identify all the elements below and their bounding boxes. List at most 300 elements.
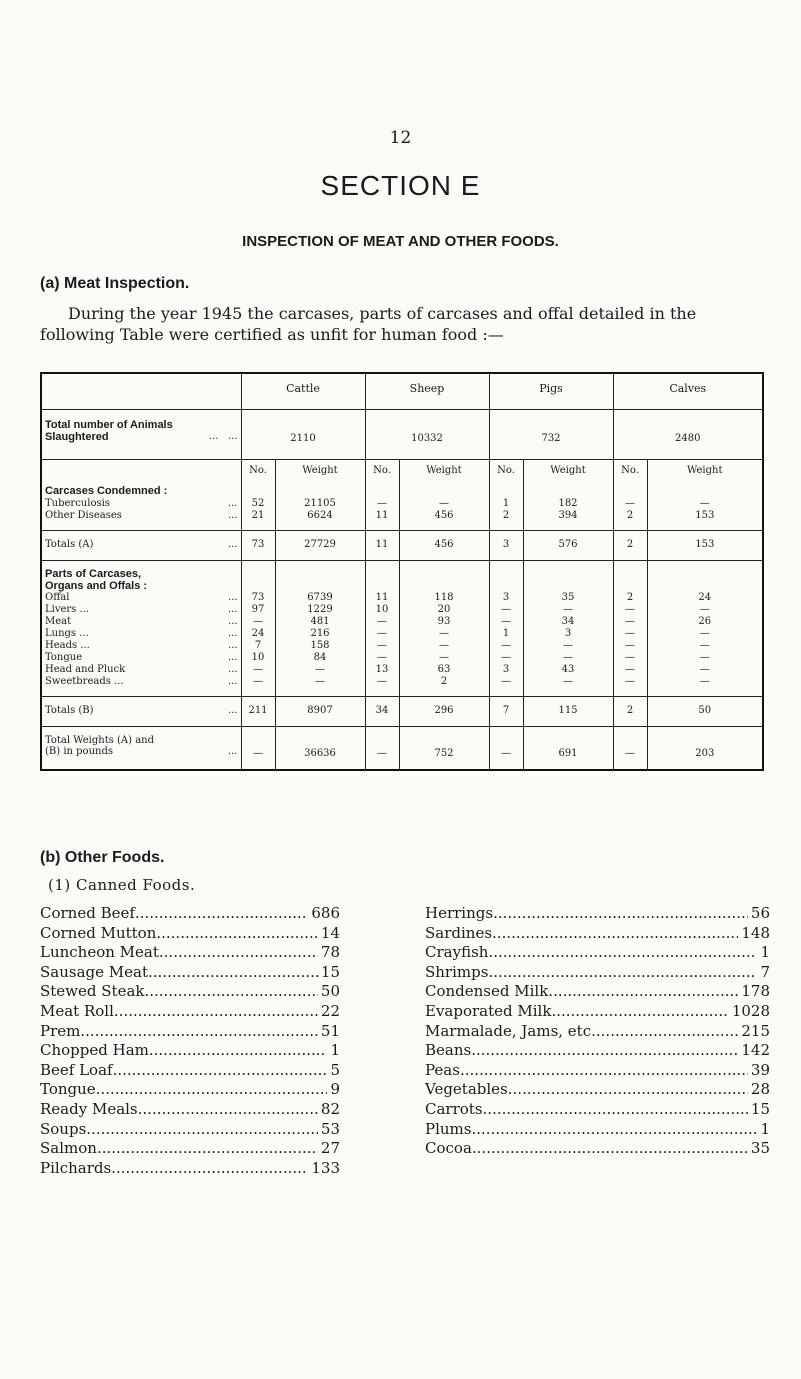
carcases-heading-row (41, 481, 763, 498)
table-cell: — (523, 604, 613, 616)
table-cell: 11 (365, 592, 399, 604)
leader-dots: ... (227, 652, 238, 663)
canned-food-item (40, 1120, 340, 1140)
canned-food-item (425, 1022, 770, 1042)
canned-food-item (425, 982, 770, 1002)
food-quantity: 1 (760, 943, 770, 962)
calves-weight-label: Weight (647, 459, 763, 481)
row-label (41, 628, 241, 640)
table-cell: — (613, 604, 647, 616)
table-cell: — (365, 640, 399, 652)
slaughtered-row (41, 409, 763, 459)
table-cell: — (489, 652, 523, 664)
table-cell: 1229 (275, 604, 365, 616)
food-quantity: 82 (320, 1099, 340, 1118)
food-quantity: 51 (320, 1021, 340, 1040)
table-cell: — (613, 676, 647, 688)
table-cell: 10 (365, 604, 399, 616)
tw-pigs-no: — (489, 726, 523, 770)
food-name: Evaporated Milk (425, 1001, 552, 1020)
row-label-wrap (45, 604, 238, 615)
parts-rows (41, 592, 763, 688)
leader-dots (551, 1002, 728, 1022)
row-label-wrap (45, 539, 238, 550)
parts-row (41, 616, 763, 628)
table-cell: 43 (523, 664, 613, 676)
row-label-wrap (45, 498, 238, 509)
tw-calves-no: — (613, 726, 647, 770)
canned-food-item (40, 982, 340, 1002)
food-quantity: 56 (750, 904, 770, 922)
totals-b-spacer (41, 688, 763, 696)
food-name: Crayfish (425, 943, 489, 962)
slaughtered-label (41, 409, 241, 459)
row-label-text: Heads ... (45, 640, 90, 651)
total-weights-label (41, 726, 241, 770)
canned-food-item (40, 1139, 340, 1159)
row-label-text: Meat (45, 616, 72, 627)
table-cell: 27729 (275, 530, 365, 560)
canned-food-item (40, 924, 340, 944)
table-cell: 52 (241, 498, 275, 510)
parts-heading-row (41, 560, 763, 592)
tw-pigs-weight: 691 (523, 726, 613, 770)
spacer-row (41, 522, 763, 530)
table-cell: 115 (523, 696, 613, 726)
leader-dots (114, 1002, 318, 1022)
food-name: Condensed Milk (425, 982, 549, 1001)
meat-inspection-table (40, 372, 764, 771)
total-weights-label-line-1: Total Weights (A) and (45, 734, 155, 746)
carcases-rows (41, 498, 763, 522)
table-cell: 6624 (275, 510, 365, 522)
table-cell: 456 (399, 530, 489, 560)
row-label (41, 696, 241, 726)
sheep-no-label: No. (365, 459, 399, 481)
table-cell: — (365, 498, 399, 510)
other-foods-heading: (b) Other Foods. (40, 849, 165, 866)
leader-dots: ... (227, 498, 238, 509)
canned-food-item (40, 904, 340, 924)
section-title: SECTION E (320, 170, 481, 201)
slaughtered-label-line-2 (45, 431, 238, 443)
table-cell: — (647, 640, 763, 652)
row-label (41, 676, 241, 688)
table-cell: — (399, 652, 489, 664)
pigs-slaughtered: 732 (489, 409, 613, 459)
table-cell: 13 (365, 664, 399, 676)
canned-food-item (425, 1061, 770, 1081)
parts-row (41, 664, 763, 676)
table-cell: 21105 (275, 498, 365, 510)
table-cell: 394 (523, 510, 613, 522)
table-cell: 21 (241, 510, 275, 522)
food-quantity: 7 (760, 962, 770, 981)
leader-dots: ... (227, 628, 238, 639)
row-label-text: Head and Pluck (45, 664, 126, 675)
table-cell: 153 (647, 510, 763, 522)
food-quantity: 78 (320, 943, 340, 962)
canned-food-item (425, 1120, 770, 1140)
leader-dots: ... (227, 592, 238, 603)
total-weights-row (41, 726, 763, 770)
food-quantity: 39 (750, 1060, 770, 1079)
leader-dots: ... (227, 538, 238, 550)
table-cell: 3 (523, 628, 613, 640)
row-label-text: Other Diseases (45, 510, 122, 521)
food-name: Vegetables (425, 1080, 508, 1099)
table-cell: — (399, 640, 489, 652)
table-cell: — (613, 652, 647, 664)
leader-dots: ... (227, 616, 238, 627)
table-cell: 2 (613, 592, 647, 604)
food-quantity: 9 (330, 1080, 340, 1099)
food-name: Ready Meals (40, 1099, 138, 1118)
table-cell: 8907 (275, 696, 365, 726)
spacer-row (41, 688, 763, 696)
leader-dots: ... (227, 604, 238, 615)
table-cell: 11 (365, 530, 399, 560)
food-name: Herrings (425, 904, 494, 922)
table-cell: 10 (241, 652, 275, 664)
total-weights-label-text: (B) in pounds (45, 745, 113, 757)
sheep-weight-label: Weight (399, 459, 489, 481)
leader-dots: ... (227, 676, 238, 687)
parts-row (41, 652, 763, 664)
tw-cattle-no: — (241, 726, 275, 770)
table-cell: 24 (241, 628, 275, 640)
table-cell: — (241, 664, 275, 676)
row-label (41, 604, 241, 616)
row-label-text: Totals (A) (45, 538, 94, 550)
leader-dots (460, 1061, 748, 1081)
canned-food-item (40, 1002, 340, 1022)
leader-dots (85, 1022, 318, 1042)
table-cell: 216 (275, 628, 365, 640)
tw-sheep-weight: 752 (399, 726, 489, 770)
table-cell: 1 (489, 498, 523, 510)
table-cell: — (399, 498, 489, 510)
canned-food-item (425, 1002, 770, 1022)
row-label-wrap (45, 705, 238, 716)
leader-dots: ... (227, 704, 238, 716)
food-quantity: 686 (311, 904, 340, 922)
table-cell: — (613, 616, 647, 628)
parts-row (41, 676, 763, 688)
canned-food-item (40, 1061, 340, 1081)
table-cell: — (523, 652, 613, 664)
totals-a-section (41, 522, 763, 530)
table-cell: 7 (489, 696, 523, 726)
carcases-section (41, 459, 763, 498)
food-quantity: 14 (320, 923, 340, 942)
canned-food-item (40, 1100, 340, 1120)
pigs-header: Pigs (489, 373, 613, 409)
parts-heading-section (41, 560, 763, 592)
row-label (41, 640, 241, 652)
totals-a-rows (41, 530, 763, 560)
row-label-text: Livers ... (45, 604, 90, 615)
table-cell: — (275, 664, 365, 676)
pigs-weight-label: Weight (523, 459, 613, 481)
leader-dots (111, 1159, 308, 1179)
table-cell: 84 (275, 652, 365, 664)
calves-header: Calves (613, 373, 763, 409)
leader-dots (471, 1120, 757, 1140)
table-cell: 3 (489, 664, 523, 676)
canned-food-item (425, 963, 770, 983)
table-cell: 481 (275, 616, 365, 628)
table-cell: — (647, 664, 763, 676)
food-quantity: 28 (750, 1080, 770, 1099)
parts-heading-line-2: Organs and Offals : (45, 579, 148, 592)
row-label-text: Totals (B) (45, 704, 94, 716)
row-label-wrap (45, 676, 238, 687)
food-quantity: 133 (311, 1158, 340, 1177)
food-quantity: 215 (741, 1021, 770, 1040)
row-label-wrap (45, 628, 238, 639)
table-cell: 34 (365, 696, 399, 726)
row-label-wrap (45, 664, 238, 675)
table-cell: — (523, 640, 613, 652)
leader-dots (96, 1080, 328, 1100)
leader-dots (159, 943, 318, 963)
table-cell: — (241, 616, 275, 628)
leader-dots (135, 904, 308, 924)
food-name: Sardines (425, 923, 493, 942)
row-label (41, 616, 241, 628)
table-cell: 118 (399, 592, 489, 604)
table-cell: — (241, 676, 275, 688)
row-label-wrap (45, 640, 238, 651)
row-label (41, 592, 241, 604)
leader-dots (508, 1080, 748, 1100)
parts-heading-line-1: Parts of Carcases, (45, 567, 141, 580)
leader-dots (148, 963, 318, 983)
calves-no-label: No. (613, 459, 647, 481)
table-cell: — (613, 664, 647, 676)
food-quantity: 50 (320, 982, 340, 1001)
row-label-text: Sweetbreads ... (45, 676, 124, 687)
leader-dots (483, 1100, 748, 1120)
food-name: Plums (425, 1119, 472, 1138)
cattle-weight-label: Weight (275, 459, 365, 481)
row-label (41, 510, 241, 522)
table-cell: — (489, 676, 523, 688)
carcases-heading: Carcases Condemned : (45, 485, 168, 497)
food-name: Beans (425, 1041, 472, 1060)
row-label (41, 664, 241, 676)
table-cell: 34 (523, 616, 613, 628)
canned-food-item (425, 1080, 770, 1100)
leader-dots: ... (227, 664, 238, 675)
food-name: Chopped Ham (40, 1041, 149, 1060)
intro-paragraph: During the year 1945 the carcases, parts of carcases and offal detailed in the following Table were certified as unfit for human food :— (40, 304, 697, 344)
food-quantity: 15 (750, 1099, 770, 1118)
row-label-text: Offal (45, 592, 70, 603)
canned-food-item (425, 1041, 770, 1061)
food-name: Pilchards (40, 1158, 112, 1177)
cattle-header: Cattle (241, 373, 365, 409)
leader-dots: ... (227, 510, 238, 521)
food-quantity: 35 (750, 1139, 770, 1158)
carcases-spacer (41, 459, 241, 481)
food-name: Corned Beef (40, 904, 135, 922)
meat-inspection-heading: (a) Meat Inspection. (40, 275, 190, 292)
canned-food-item (40, 1159, 340, 1179)
tw-cattle-weight: 36636 (275, 726, 365, 770)
food-quantity: 178 (741, 982, 770, 1001)
cattle-no-label: No. (241, 459, 275, 481)
table-cell: 63 (399, 664, 489, 676)
table-cell: — (489, 616, 523, 628)
table-cell: — (613, 628, 647, 640)
parts-row (41, 628, 763, 640)
food-quantity: 148 (741, 923, 770, 942)
table-cell: 153 (647, 530, 763, 560)
table-cell: 24 (647, 592, 763, 604)
food-name: Sausage Meat (40, 962, 148, 981)
leader-dots (548, 982, 738, 1002)
food-name: Beef Loaf (40, 1060, 113, 1079)
food-name: Prem. (40, 1021, 86, 1040)
table-cell: 11 (365, 510, 399, 522)
leader-dots: ... (227, 640, 238, 651)
leader-dots (488, 963, 757, 983)
sheep-slaughtered: 10332 (365, 409, 489, 459)
table-cell: — (399, 628, 489, 640)
animal-header-row (41, 373, 763, 409)
leader-dots (596, 1022, 738, 1042)
table-cell: — (613, 640, 647, 652)
table-cell: — (523, 676, 613, 688)
page-number: 12 (389, 128, 412, 148)
food-quantity: 142 (741, 1041, 770, 1060)
food-quantity: 27 (320, 1139, 340, 1158)
slaughtered-label-line-1: Total number of Animals (45, 418, 173, 431)
food-name: Stewed Steak (40, 982, 145, 1001)
leader-dots: ... ... (208, 430, 238, 442)
food-name: Salmon (40, 1139, 97, 1158)
canned-foods-right-list (425, 904, 770, 1159)
canned-food-item (425, 943, 770, 963)
table-cell: 2 (613, 510, 647, 522)
parts-heading (41, 560, 241, 592)
row-label (41, 498, 241, 510)
table-cell: 2 (399, 676, 489, 688)
food-name: Marmalade, Jams, etc. (425, 1021, 596, 1040)
totals-b-rows (41, 696, 763, 726)
row-label (41, 530, 241, 560)
totals-b-row (41, 696, 763, 726)
leader-dots (493, 904, 748, 924)
row-label-wrap (45, 652, 238, 663)
food-quantity: 1 (330, 1041, 340, 1060)
table-cell: 2 (613, 696, 647, 726)
table-cell: 73 (241, 592, 275, 604)
leader-dots (138, 1100, 318, 1120)
table-cell: 182 (523, 498, 613, 510)
table-cell: 2 (489, 510, 523, 522)
table-cell: — (365, 652, 399, 664)
parts-row (41, 640, 763, 652)
canned-food-item (40, 1041, 340, 1061)
food-name: Soups (40, 1119, 87, 1138)
row-label-wrap (45, 510, 238, 521)
leader-dots (113, 1061, 328, 1081)
food-quantity: 53 (320, 1119, 340, 1138)
leader-dots (149, 1041, 328, 1061)
parts-row (41, 592, 763, 604)
table-cell: 50 (647, 696, 763, 726)
carcases-row (41, 498, 763, 510)
table-cell: — (647, 604, 763, 616)
canned-food-item (40, 963, 340, 983)
leader-dots: ... (227, 745, 238, 757)
parts-row (41, 604, 763, 616)
food-quantity: 22 (320, 1001, 340, 1020)
table-cell: 26 (647, 616, 763, 628)
table-cell: — (613, 498, 647, 510)
canned-food-item (40, 1080, 340, 1100)
food-name: Corned Mutton (40, 923, 157, 942)
corner-cell (41, 373, 241, 409)
leader-dots (97, 1139, 318, 1159)
table-cell: 20 (399, 604, 489, 616)
canned-food-item (40, 1022, 340, 1042)
canned-food-item (425, 924, 770, 944)
pigs-no-label: No. (489, 459, 523, 481)
row-label-text: Tongue (45, 652, 83, 663)
table-cell: 576 (523, 530, 613, 560)
table-cell: 1 (489, 628, 523, 640)
canned-food-item (425, 1139, 770, 1159)
table-cell: 93 (399, 616, 489, 628)
table-cell: 456 (399, 510, 489, 522)
table-cell: — (365, 616, 399, 628)
row-label (41, 652, 241, 664)
table-cell: — (365, 676, 399, 688)
row-label-text: Lungs ... (45, 628, 89, 639)
table-cell: 3 (489, 592, 523, 604)
leader-dots (144, 982, 317, 1002)
table-cell: 73 (241, 530, 275, 560)
food-quantity: 1028 (731, 1001, 770, 1020)
row-label-wrap (45, 616, 238, 627)
carcases-row (41, 510, 763, 522)
food-quantity: 5 (330, 1060, 340, 1079)
table-cell: — (647, 498, 763, 510)
food-quantity: 15 (320, 962, 340, 981)
table-cell: 211 (241, 696, 275, 726)
tw-calves-weight: 203 (647, 726, 763, 770)
canned-food-item (40, 943, 340, 963)
tw-sheep-no: — (365, 726, 399, 770)
food-name: Cocoa (425, 1139, 472, 1158)
leader-dots (488, 943, 757, 963)
no-weight-header-row (41, 459, 763, 481)
table-cell: — (275, 676, 365, 688)
table-cell: 3 (489, 530, 523, 560)
table-cell: 7 (241, 640, 275, 652)
slaughtered-label-text: Slaughtered (45, 430, 109, 443)
table-cell: — (647, 628, 763, 640)
totals-a-row (41, 530, 763, 560)
table-cell: 296 (399, 696, 489, 726)
food-name: Luncheon Meat (40, 943, 159, 962)
cattle-slaughtered: 2110 (241, 409, 365, 459)
document-subtitle: INSPECTION OF MEAT AND OTHER FOODS. (242, 233, 559, 250)
